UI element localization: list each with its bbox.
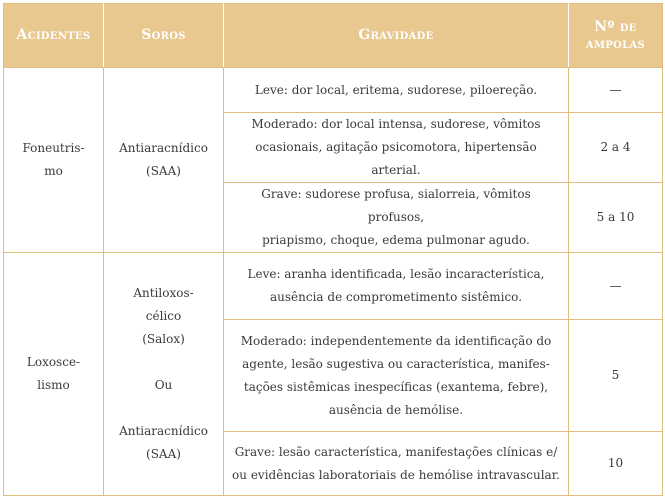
- gravidade-line: Grave: sudorese profusa, sialorreia, vômitos profusos,: [261, 187, 531, 224]
- ampolas-cell: —: [569, 68, 663, 113]
- header-ampolas-line2: ampolas: [585, 35, 646, 52]
- ampolas-cell: —: [569, 253, 663, 320]
- gravidade-cell: [224, 320, 569, 432]
- gravidade-line: tações sistêmicas inespecíficas (exantema, febre),: [243, 379, 549, 394]
- gravidade-line: ocasionais, agitação psicomotora, hipertensão arterial.: [255, 140, 537, 177]
- soro-line: (SAA): [146, 447, 181, 461]
- gravidade-cell: [224, 113, 569, 183]
- header-soros: Soros: [104, 4, 224, 68]
- ampolas-cell: 5 a 10: [569, 183, 663, 253]
- header-ampolas: [569, 4, 663, 68]
- gravidade-line: ausência de comprometimento sistêmico.: [269, 290, 523, 304]
- gravidade-cell: [224, 432, 569, 496]
- table-row: [4, 253, 663, 320]
- gravidade-line: Moderado: dor local intensa, sudorese, vômitos: [251, 117, 541, 131]
- gravidade-line: Grave: lesão característica, manifestações clínicas e/: [234, 444, 558, 459]
- gravidade-line: ou evidências laboratoriais de hemólise intravascular.: [232, 467, 560, 482]
- gravidade-line: Moderado: independentemente da identificação do: [240, 333, 552, 348]
- table-row: [4, 68, 663, 113]
- soro-cell-foneutrismo: [104, 68, 224, 253]
- gravidade-line: priapismo, choque, edema pulmonar agudo.: [262, 233, 530, 247]
- acidente-cell-foneutrismo: [4, 68, 104, 253]
- acidente-cell-loxoscelismo: [4, 253, 104, 496]
- ampolas-cell: 2 a 4: [569, 113, 663, 183]
- gravidade-line: ausência de hemólise.: [328, 402, 464, 417]
- header-row: [4, 4, 663, 68]
- gravidade-cell: Leve: dor local, eritema, sudorese, piloereção.: [224, 68, 569, 113]
- gravidade-line: Leve: aranha identificada, lesão incaracterística,: [247, 267, 545, 281]
- soro-line: Antiaracnídico: [119, 424, 208, 438]
- gravidade-cell: [224, 253, 569, 320]
- antivenom-table: [3, 3, 663, 496]
- ampolas-cell: 10: [569, 432, 663, 496]
- soro-line: Antiaracnídico: [119, 141, 208, 155]
- header-gravidade: Gravidade: [224, 4, 569, 68]
- soro-line: célico: [145, 309, 182, 323]
- gravidade-cell: [224, 183, 569, 253]
- acidente-line: Foneutris-: [22, 141, 85, 155]
- header-ampolas-line1: Nº de: [594, 18, 637, 35]
- soro-line: (Salox): [142, 332, 185, 346]
- soro-line: Ou: [154, 378, 173, 392]
- header-acidentes: Acidentes: [4, 4, 104, 68]
- soro-line: Antiloxos-: [133, 286, 194, 300]
- acidente-line: mo: [44, 164, 63, 178]
- acidente-line: Loxosce-: [26, 355, 81, 369]
- gravidade-line: agente, lesão sugestiva ou característica, manifes-: [242, 356, 550, 371]
- soro-cell-loxoscelismo: [104, 253, 224, 496]
- soro-line: (SAA): [146, 164, 181, 178]
- ampolas-cell: 5: [569, 320, 663, 432]
- acidente-line: lismo: [37, 378, 70, 392]
